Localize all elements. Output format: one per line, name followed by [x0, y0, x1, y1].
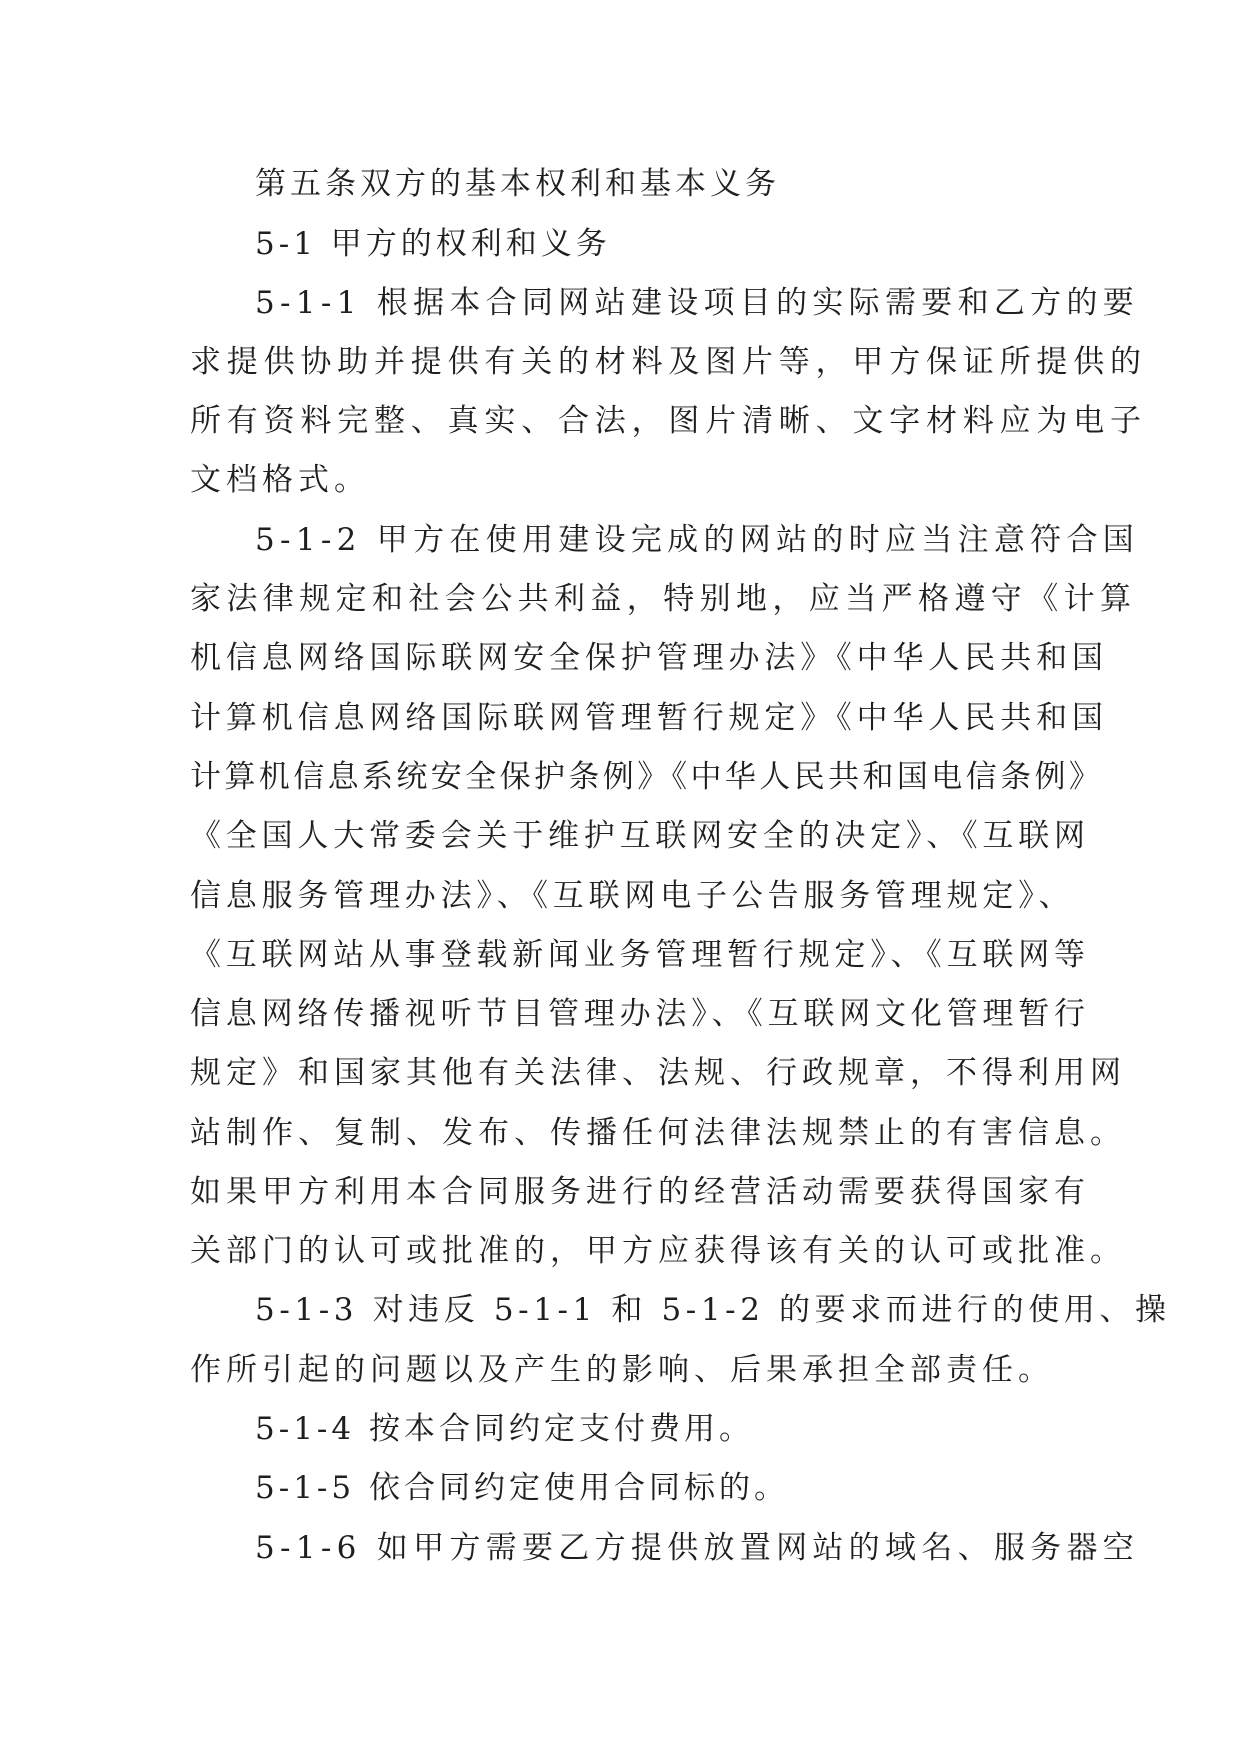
paragraph-line: 所有资料完整、真实、合法，图片清晰、文字材料应为电子 [190, 403, 1147, 439]
paragraph-line: 5-1-4 按本合同约定支付费用。 [255, 1411, 754, 1447]
paragraph-line: 《互联网站从事登载新闻业务管理暂行规定》、《互联网等 [190, 937, 1090, 973]
paragraph-line: 求提供协助并提供有关的材料及图片等，甲方保证所提供的 [190, 344, 1147, 380]
article-heading: 第五条双方的基本权利和基本义务 [255, 166, 780, 202]
paragraph-line: 5-1-1 根据本合同网站建设项目的实际需要和乙方的要 [255, 285, 1140, 321]
paragraph-line: 5-1-2 甲方在使用建设完成的网站的时应当注意符合国 [255, 522, 1140, 558]
paragraph-line: 站制作、复制、发布、传播任何法律法规禁止的有害信息。 [190, 1115, 1126, 1151]
paragraph-line: 如果甲方利用本合同服务进行的经营活动需要获得国家有 [190, 1174, 1090, 1210]
paragraph-line: 5-1-3 对违反 5-1-1 和 5-1-2 的要求而进行的使用、操 [255, 1292, 1171, 1328]
paragraph-line: 机信息网络国际联网安全保护管理办法》《中华人民共和国 [190, 640, 1108, 676]
paragraph-line: 文档格式。 [190, 462, 370, 498]
paragraph-line: 信息服务管理办法》、《互联网电子公告服务管理规定》、 [190, 878, 1075, 914]
paragraph-line: 关部门的认可或批准的，甲方应获得该有关的认可或批准。 [190, 1233, 1126, 1269]
paragraph-line: 5-1-6 如甲方需要乙方提供放置网站的域名、服务器空 [255, 1530, 1140, 1566]
paragraph-line: 计算机信息系统安全保护条例》《中华人民共和国电信条例》 [190, 759, 1104, 795]
paragraph-line: 规定》和国家其他有关法律、法规、行政规章，不得利用网 [190, 1055, 1126, 1091]
paragraph-line: 家法律规定和社会公共利益，特别地，应当严格遵守《计算 [190, 581, 1137, 617]
section-heading: 5-1 甲方的权利和义务 [255, 226, 611, 262]
paragraph-line: 计算机信息网络国际联网管理暂行规定》《中华人民共和国 [190, 700, 1108, 736]
paragraph-line: 作所引起的问题以及产生的影响、后果承担全部责任。 [190, 1352, 1054, 1388]
paragraph-line: 《全国人大常委会关于维护互联网安全的决定》、《互联网 [190, 818, 1090, 854]
paragraph-line: 5-1-5 依合同约定使用合同标的。 [255, 1470, 789, 1506]
paragraph-line: 信息网络传播视听节目管理办法》、《互联网文化管理暂行 [190, 996, 1090, 1032]
